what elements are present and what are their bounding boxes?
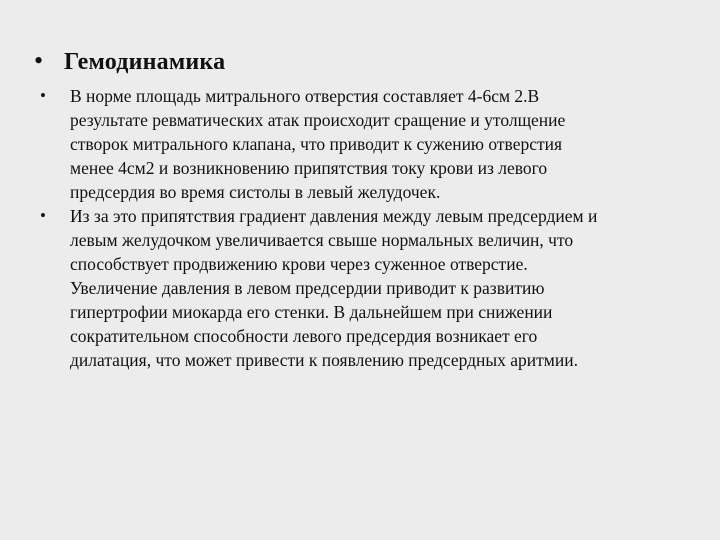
list-item	[40, 204, 690, 372]
list-item	[40, 84, 690, 204]
content-list	[40, 84, 690, 372]
slide-title: Гемодинамика	[64, 49, 226, 75]
paragraph-text: Из за это припятствия градиент давления между левым предсердием и левым желудочком увеличивается свыше нормальных величин, что способствует продвижению крови через суженное отверстие. Увеличение давления в левом предсердии приводит к развитию гипертрофии миокарда его стенки. В дальнейшем при снижении сократительном способности левого предсердия возникает его дилатация, что может привести к появлению предсердных аритмии.	[70, 206, 598, 370]
title-row	[34, 46, 225, 77]
bullet: •	[40, 206, 46, 225]
paragraph-text: В норме площадь митрального отверстия составляет 4-6см 2.В результате ревматических атак происходит сращение и утолщение створок митрального клапана, что приводит к сужению отверстия менее 4см2 и возникновению припятствия току крови из левого предсердия во время систолы в левый желудочек.	[70, 86, 566, 202]
title-bullet: •	[34, 46, 44, 75]
bullet: •	[40, 86, 46, 105]
